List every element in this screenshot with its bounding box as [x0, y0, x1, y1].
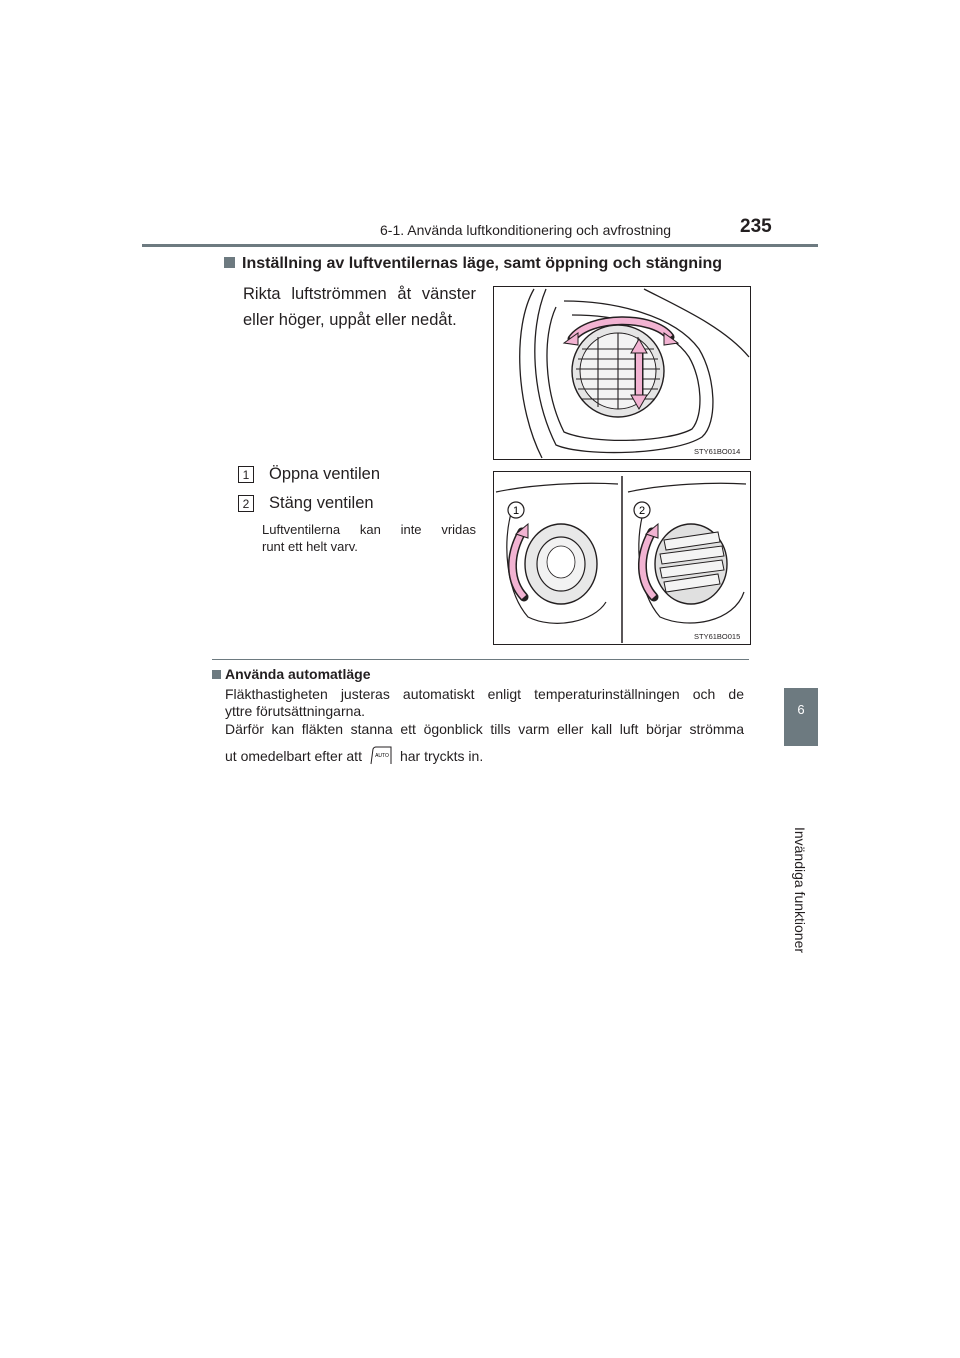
subsection-title: [212, 666, 370, 682]
body-line: Rikta luftströmmen åt vänster: [243, 285, 476, 303]
square-bullet-icon: [212, 670, 221, 679]
subsection-title-text: Använda automatläge: [225, 666, 371, 682]
paragraph-line: Fläkthastigheten justeras automatiskt enligt temperaturinställningen och de: [225, 686, 744, 702]
chapter-tab: [784, 688, 818, 746]
step-close: [238, 494, 374, 513]
square-bullet-icon: [224, 257, 235, 268]
paragraph-1: [225, 686, 744, 720]
header-rule: [142, 244, 818, 247]
paragraph-text: ut omedelbart efter att: [225, 748, 362, 764]
body-line: eller höger, uppåt eller nedåt.: [243, 311, 457, 329]
paragraph-line: Därför kan fläkten stanna ett ögonblick tills varm eller kall luft börjar strömma: [225, 721, 744, 737]
chapter-heading: 6-1. Använda luftkonditionering och avfrostning: [380, 222, 672, 238]
vent-open-close-illustration: [494, 472, 750, 644]
callout-2: 2: [638, 505, 646, 517]
step-number: 2: [238, 495, 254, 512]
note-line: runt ett helt varv.: [262, 539, 358, 554]
step-label: Stäng ventilen: [269, 494, 374, 512]
step-number: 1: [238, 466, 254, 483]
note-line: Luftventilerna kan inte vridas: [262, 522, 476, 537]
rotation-note: [262, 521, 476, 555]
section-body: [243, 281, 476, 333]
paragraph-2-last-line: [225, 746, 483, 766]
chapter-tab-label: Invändiga funktioner: [792, 826, 808, 954]
section-title-text: Inställning av luftventilernas läge, samt öppning och stängning: [242, 255, 723, 272]
chapter-tab-number: 6: [797, 702, 805, 717]
vent-direction-figure: [493, 286, 751, 460]
figure-code: STY61BO014: [694, 447, 741, 456]
step-open: [238, 465, 380, 484]
figure-code: STY61BO015: [694, 632, 741, 641]
auto-button-label: AUTO: [375, 753, 389, 759]
vent-direction-illustration: [494, 287, 750, 459]
page-number: 235: [740, 216, 772, 237]
step-label: Öppna ventilen: [269, 465, 380, 483]
paragraph-2: [225, 721, 744, 738]
paragraph-text: har tryckts in.: [399, 748, 484, 764]
section-title: [224, 255, 722, 273]
auto-button-icon: [368, 746, 394, 766]
callout-1: 1: [512, 505, 520, 517]
paragraph-line: yttre förutsättningarna.: [225, 703, 366, 719]
section-divider: [212, 659, 749, 660]
vent-open-close-figure: [493, 471, 751, 645]
